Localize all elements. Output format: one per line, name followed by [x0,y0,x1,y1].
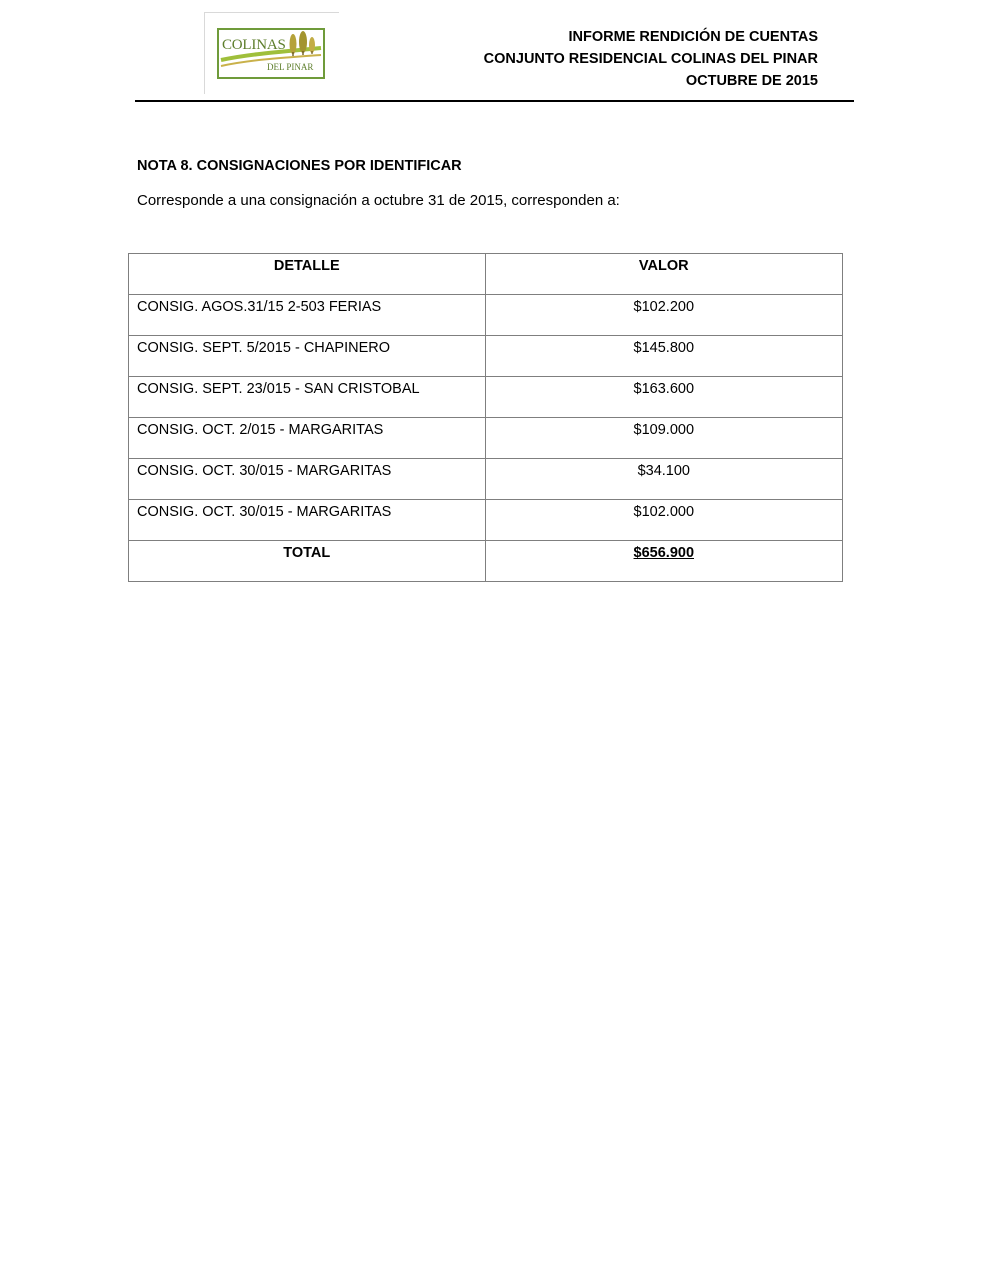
report-organization: CONJUNTO RESIDENCIAL COLINAS DEL PINAR [483,51,818,67]
logo-word-colinas: COLINAS [222,37,286,53]
logo-frame [204,12,339,94]
header-divider [135,100,854,102]
note-text: Corresponde a una consignación a octubre 31 de 2015, corresponden a: [137,192,620,209]
colinas-del-pinar-logo [217,28,325,79]
table-row [129,418,843,459]
report-title: INFORME RENDICIÓN DE CUENTAS [568,29,818,45]
table-row [129,377,843,418]
table-row [129,336,843,377]
value-cell: $102.200 [485,295,842,336]
table-header-row [129,254,843,295]
value-cell: $109.000 [485,418,842,459]
total-label: TOTAL [129,541,486,582]
column-header-detalle: DETALLE [129,254,486,295]
detail-cell: CONSIG. SEPT. 5/2015 - CHAPINERO [129,336,486,377]
detail-cell: CONSIG. OCT. 30/015 - MARGARITAS [129,459,486,500]
logo-word-del-pinar: DEL PINAR [267,62,314,72]
total-row [129,541,843,582]
consignments-table [128,253,843,582]
value-cell: $34.100 [485,459,842,500]
value-cell: $102.000 [485,500,842,541]
column-header-valor: VALOR [485,254,842,295]
detail-cell: CONSIG. AGOS.31/15 2-503 FERIAS [129,295,486,336]
table-row [129,295,843,336]
table-row [129,459,843,500]
detail-cell: CONSIG. OCT. 2/015 - MARGARITAS [129,418,486,459]
value-cell: $163.600 [485,377,842,418]
total-value: $656.900 [485,541,842,582]
report-period: OCTUBRE DE 2015 [685,73,818,89]
report-header [484,26,818,92]
detail-cell: CONSIG. SEPT. 23/015 - SAN CRISTOBAL [129,377,486,418]
value-cell: $145.800 [485,336,842,377]
detail-cell: CONSIG. OCT. 30/015 - MARGARITAS [129,500,486,541]
table-row [129,500,843,541]
note-title: NOTA 8. CONSIGNACIONES POR IDENTIFICAR [137,158,462,174]
